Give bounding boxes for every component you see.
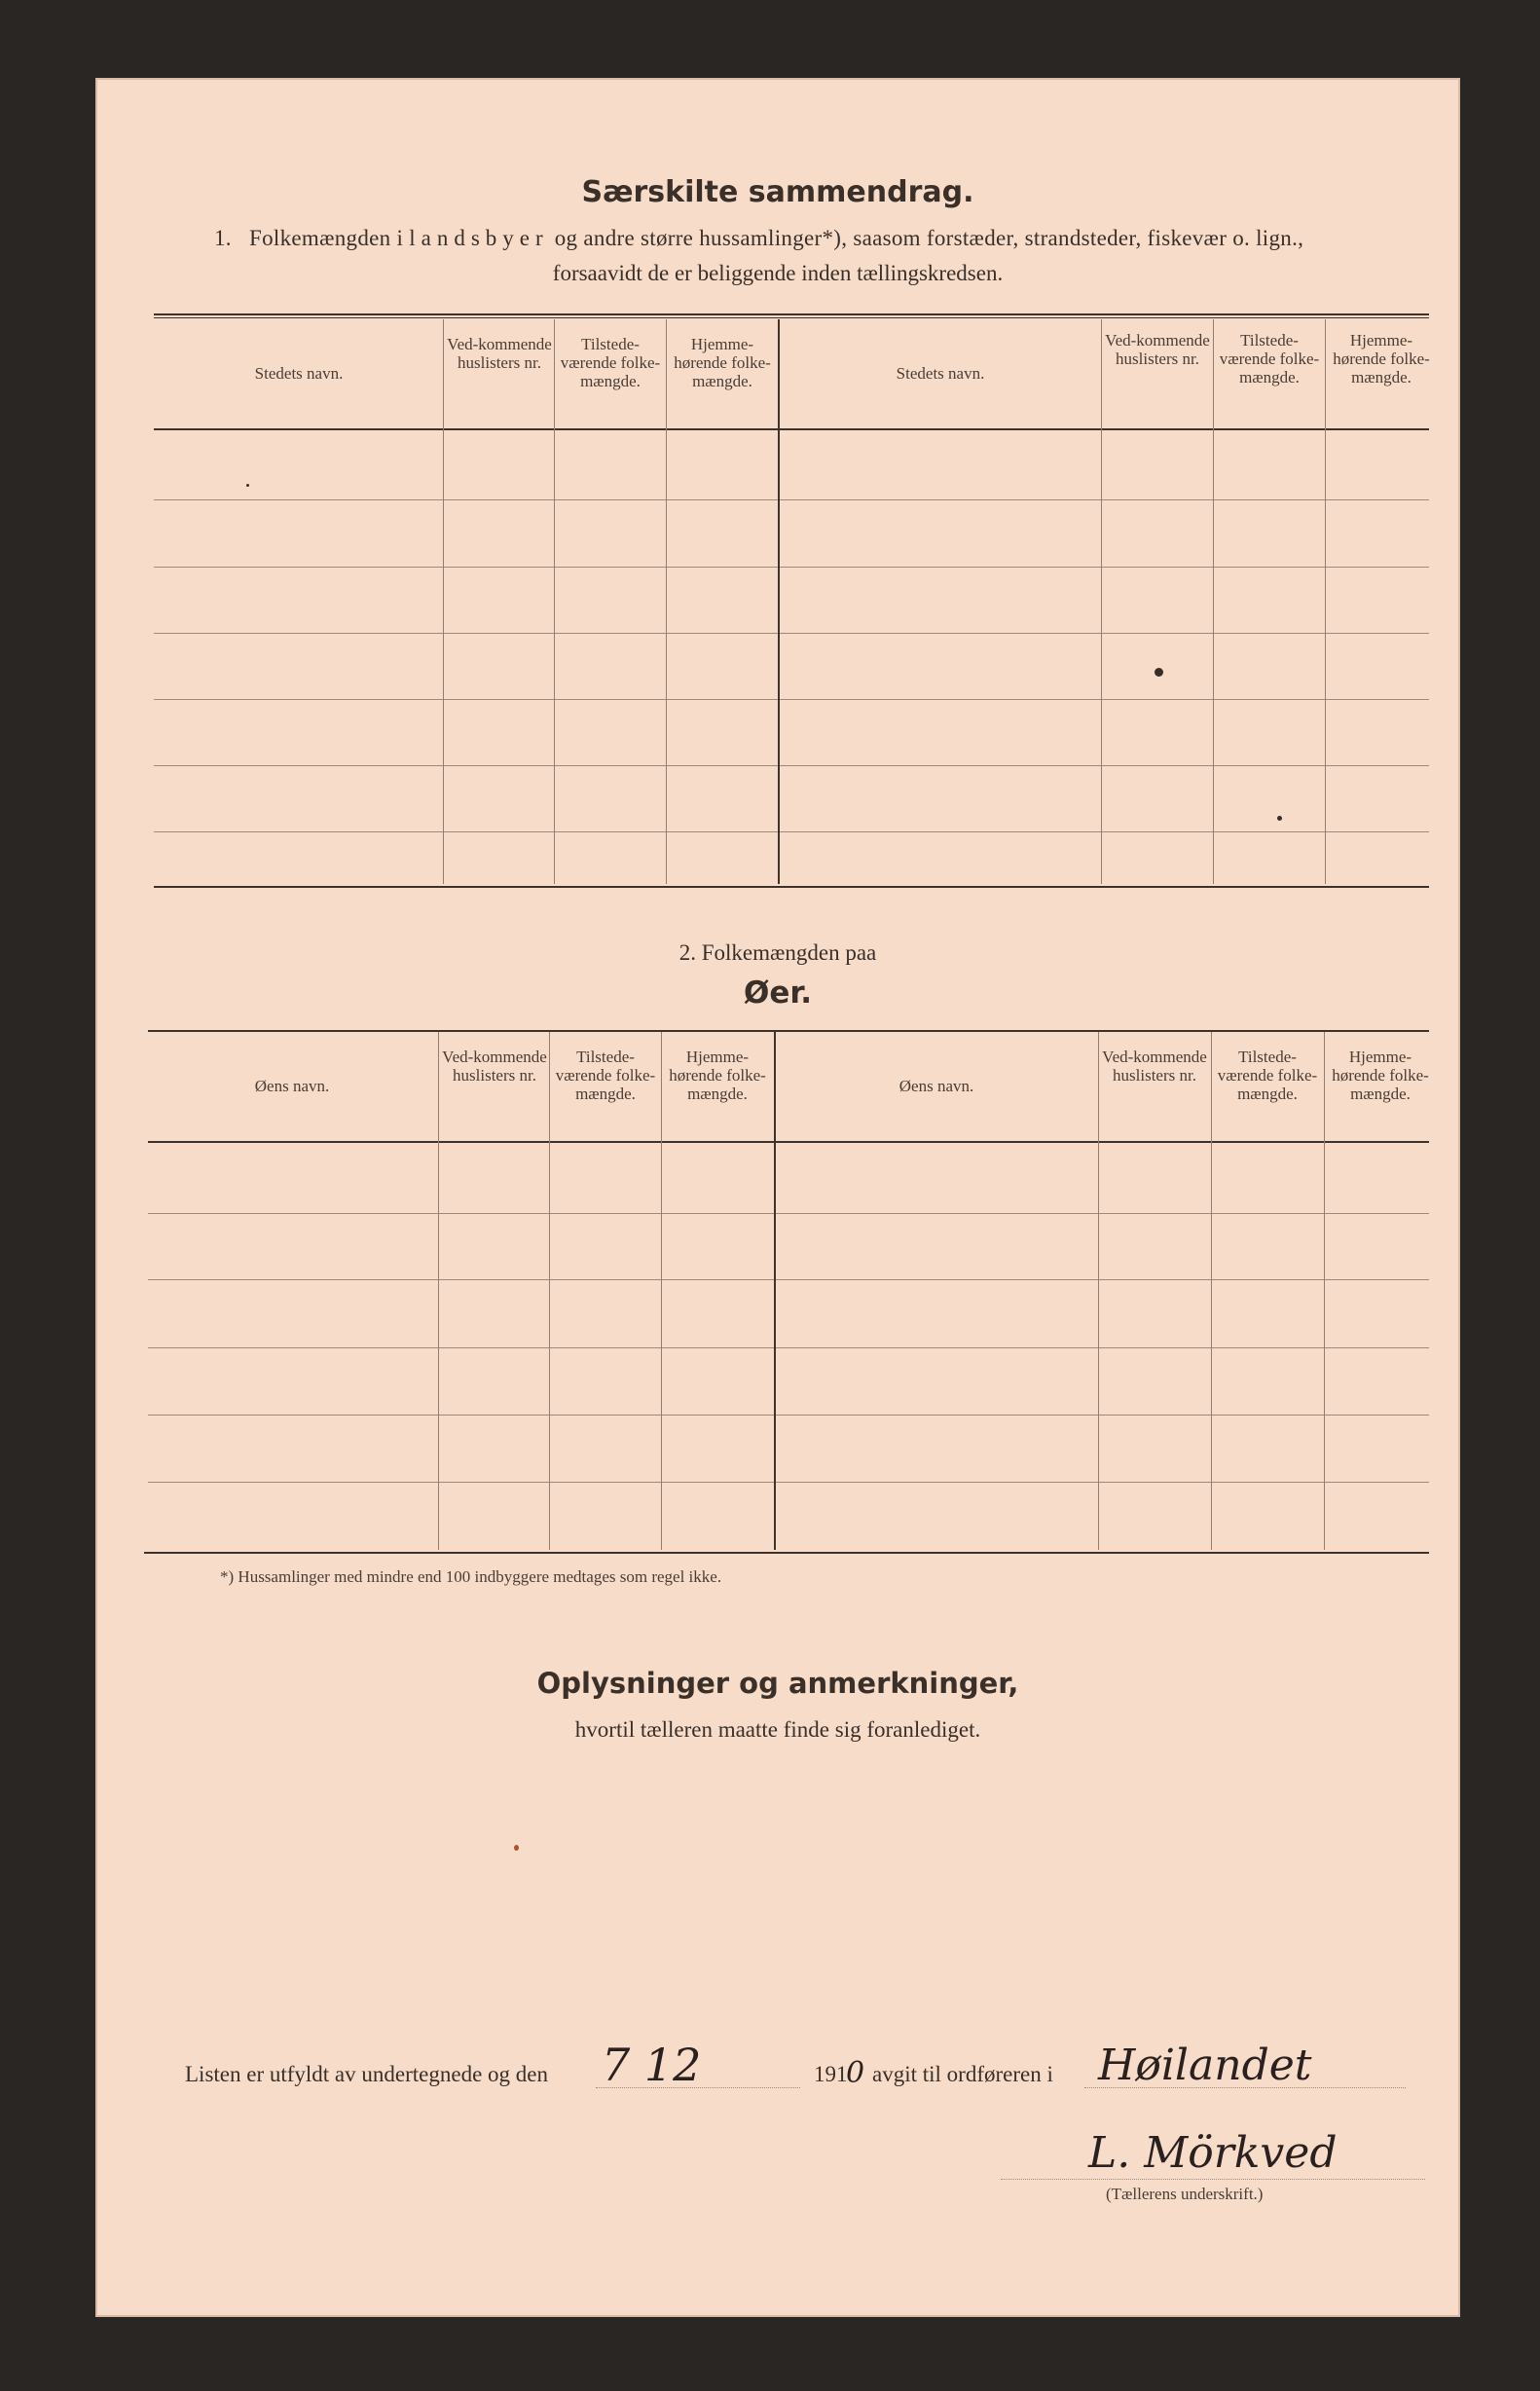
table1-top-rule-inner	[154, 317, 1429, 318]
table1-row-line	[154, 567, 1429, 568]
table2-col-divider	[438, 1032, 439, 1550]
table1-header-present-pop: Tilstede-værende folke-mængde.	[1219, 331, 1320, 386]
section2-heading: 2. Folkemængden paa	[678, 940, 877, 965]
section2-subtitle: Øer.	[743, 975, 813, 1011]
table1-header-list-nr: Ved-kommende huslisters nr.	[447, 335, 552, 372]
table2-row-line	[148, 1482, 1429, 1483]
table1-row-line	[154, 831, 1429, 832]
signature-dotted-line	[1001, 2179, 1425, 2180]
table2-row-line	[148, 1347, 1429, 1348]
section1-text-b: og andre større hussamlinger*), saasom forstæder, strandsteder, fiskevær o. lign.,	[554, 226, 1304, 250]
table2-header-island-name: Øens navn.	[898, 1077, 974, 1095]
table1-header-resident-pop: Hjemme-hørende folke-mængde.	[1333, 331, 1430, 386]
table1-row-line	[154, 499, 1429, 500]
table1-header-present-pop: Tilstede-værende folke-mængde.	[560, 335, 661, 390]
section1-heading-line2: forsaavidt de er beliggende inden tællingskredsen.	[552, 261, 1004, 285]
table1-row-line	[154, 765, 1429, 766]
table2-header-list-nr: Ved-kommende huslisters nr.	[442, 1048, 547, 1085]
table1-header-resident-pop: Hjemme-hørende folke-mængde.	[674, 335, 771, 390]
year-printed: 191	[814, 2062, 848, 2086]
table1-header-list-nr: Ved-kommende huslisters nr.	[1105, 331, 1210, 368]
handwritten-place: Høilandet	[1098, 2041, 1312, 2090]
table2-bottom-rule	[144, 1552, 1429, 1554]
section1-spaced-word: landsbyer	[409, 226, 549, 250]
table1-center-divider	[778, 319, 780, 884]
handwritten-date: 7 12	[602, 2039, 702, 2091]
table2-row-line	[148, 1213, 1429, 1214]
ink-speck	[1277, 816, 1282, 821]
table1-header-place-name: Stedets navn.	[254, 364, 344, 383]
table1-col-divider	[554, 319, 555, 884]
table2-col-divider	[549, 1032, 550, 1550]
table1-col-divider	[1325, 319, 1326, 884]
table1-col-divider	[1213, 319, 1214, 884]
table2-row-line	[148, 1415, 1429, 1416]
table1-bottom-rule	[154, 886, 1429, 888]
table2-header-island-name: Øens navn.	[254, 1077, 330, 1095]
table1-col-divider	[666, 319, 667, 884]
table1-col-divider	[1101, 319, 1102, 884]
table1-row-line	[154, 699, 1429, 700]
page-title: Særskilte sammendrag.	[581, 175, 974, 209]
table2-header-rule	[148, 1141, 1429, 1143]
section1-number: 1.	[214, 226, 232, 250]
table1-top-rule	[154, 313, 1429, 315]
table2-header-present-pop: Tilstede-værende folke-mængde.	[1217, 1048, 1318, 1103]
remarks-title: Oplysninger og anmerkninger,	[536, 1667, 1019, 1700]
table2-header-present-pop: Tilstede-værende folke-mængde.	[555, 1048, 656, 1103]
table2-header-resident-pop: Hjemme-hørende folke-mængde.	[669, 1048, 766, 1103]
table2-header-list-nr: Ved-kommende huslisters nr.	[1102, 1048, 1207, 1085]
section1-text-a: Folkemængden i	[249, 226, 404, 250]
table2-col-divider	[1098, 1032, 1099, 1550]
signature-caption: (Tællerens underskrift.)	[1106, 2185, 1264, 2203]
table2-row-line	[148, 1279, 1429, 1280]
table1-col-divider	[443, 319, 444, 884]
table2-col-divider	[1324, 1032, 1325, 1550]
remarks-subtitle: hvortil tælleren maatte finde sig foranlediget.	[574, 1717, 981, 1742]
footnote: *) Hussamlinger med mindre end 100 indbyggere medtages som regel ikke.	[220, 1567, 722, 1586]
ink-speck	[246, 484, 249, 487]
table1-header-rule	[154, 428, 1429, 430]
section1-heading-line1	[214, 226, 1421, 251]
ink-speck	[1155, 668, 1163, 677]
year-handwritten: 0	[846, 2056, 865, 2090]
table2-top-rule	[148, 1030, 1429, 1032]
date-line-middle: avgit til ordføreren i	[872, 2062, 1053, 2086]
ink-speck	[514, 1845, 519, 1851]
table2-header-resident-pop: Hjemme-hørende folke-mængde.	[1332, 1048, 1429, 1103]
table1-row-line	[154, 633, 1429, 634]
table2-col-divider	[661, 1032, 662, 1550]
date-line-prefix: Listen er utfyldt av undertegnede og den	[185, 2062, 548, 2086]
table2-center-divider	[774, 1032, 776, 1550]
table1-header-place-name: Stedets navn.	[896, 364, 985, 383]
handwritten-signature: L. Mörkved	[1088, 2128, 1338, 2178]
table2-col-divider	[1211, 1032, 1212, 1550]
